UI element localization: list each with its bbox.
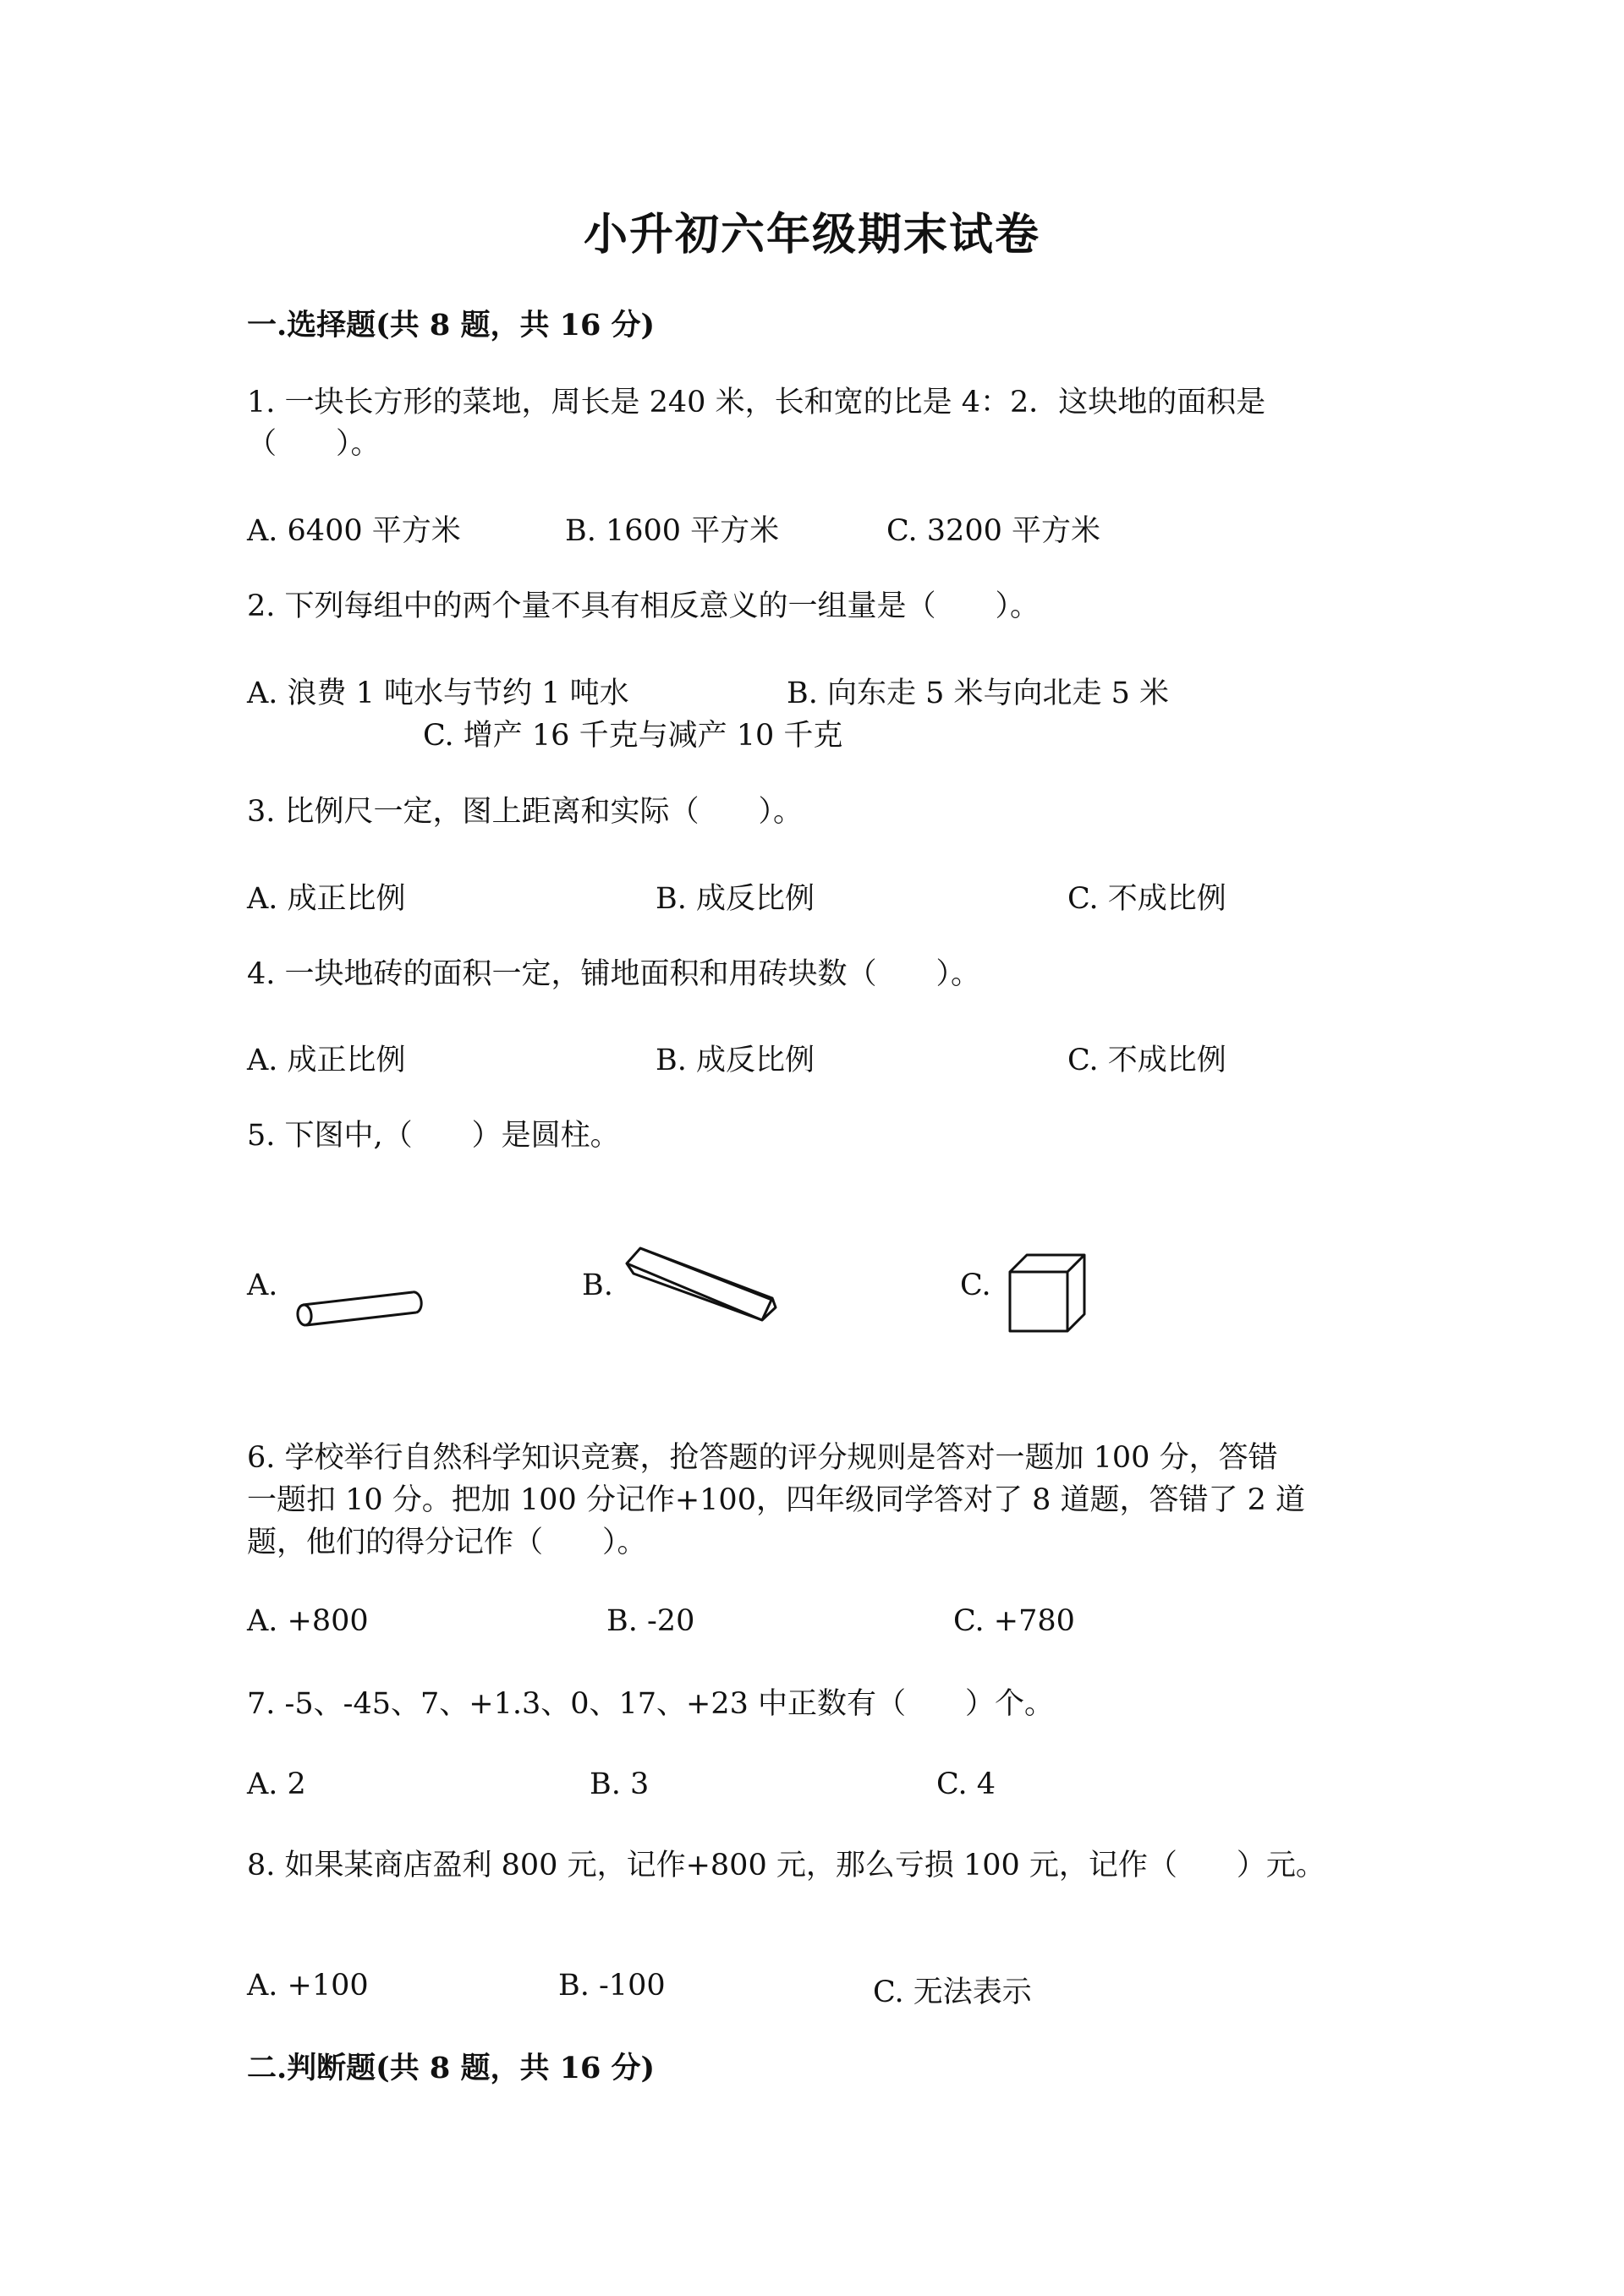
question-3-option-c[interactable]: C. 不成比例: [1067, 882, 1226, 916]
question-2-line-1: 2. 下列每组中的两个量不具有相反意义的一组量是（ ）。: [247, 589, 1040, 623]
question-6-line-2: 一题扣 10 分。把加 100 分记作+100，四年级同学答对了 8 道题，答错了 2 道: [247, 1483, 1306, 1517]
question-7-option-c[interactable]: C. 4: [936, 1767, 996, 1801]
question-4-line-1: 4. 一块地砖的面积一定，铺地面积和用砖块数（ ）。: [247, 957, 981, 991]
question-2-option-b[interactable]: B. 向东走 5 米与向北走 5 米: [787, 677, 1170, 710]
question-6-option-a[interactable]: A. +800: [247, 1604, 369, 1638]
question-8-line-1: 8. 如果某商店盈利 800 元，记作+800 元，那么亏损 100 元，记作（ ）元。: [247, 1849, 1325, 1882]
question-7-line-1: 7. -5、-45、7、+1.3、0、17、+23 中正数有（ ）个。: [247, 1687, 1055, 1721]
question-6-line-3: 题，他们的得分记作（ ）。: [247, 1526, 647, 1559]
triangular-prism-icon: [622, 1241, 782, 1334]
question-3-option-b[interactable]: B. 成反比例: [656, 882, 815, 916]
question-1-line-1: 1. 一块长方形的菜地，周长是 240 米，长和宽的比是 4：2．这块地的面积是: [247, 386, 1266, 419]
question-8-option-c[interactable]: C. 无法表示: [873, 1975, 1032, 2009]
question-4-option-a[interactable]: A. 成正比例: [247, 1044, 406, 1077]
question-6-line-1: 6. 学校举行自然科学知识竞赛，抢答题的评分规则是答对一题加 100 分，答错: [247, 1441, 1278, 1475]
question-5-option-c[interactable]: C.: [960, 1269, 991, 1302]
page-title: 小升初六年级期末试卷: [583, 209, 1040, 260]
question-6-option-c[interactable]: C. +780: [953, 1604, 1075, 1638]
question-5-option-b[interactable]: B.: [582, 1269, 613, 1302]
question-3-line-1: 3. 比例尺一定，图上距离和实际（ ）。: [247, 795, 804, 829]
cube-icon: [1005, 1250, 1089, 1334]
question-1-option-b[interactable]: B. 1600 平方米: [565, 514, 780, 548]
question-4-option-c[interactable]: C. 不成比例: [1067, 1044, 1226, 1077]
question-5-option-a[interactable]: A.: [247, 1269, 278, 1302]
question-8-option-b[interactable]: B. -100: [558, 1969, 666, 2003]
section-heading-judgement: 二.判断题(共 8 题，共 16 分): [247, 2051, 656, 2085]
question-2-option-c[interactable]: C. 增产 16 千克与减产 10 千克: [423, 719, 843, 753]
question-1-line-2: （ ）。: [247, 427, 381, 461]
question-3-option-a[interactable]: A. 成正比例: [247, 882, 406, 916]
section-heading-choice: 一.选择题(共 8 题，共 16 分): [247, 308, 656, 342]
cylinder-icon: [292, 1285, 427, 1336]
question-1-option-c[interactable]: C. 3200 平方米: [886, 514, 1100, 548]
question-2-option-a[interactable]: A. 浪费 1 吨水与节约 1 吨水: [247, 677, 629, 710]
question-7-option-b[interactable]: B. 3: [590, 1767, 650, 1801]
question-1-option-a[interactable]: A. 6400 平方米: [247, 514, 461, 548]
question-6-option-b[interactable]: B. -20: [606, 1604, 695, 1638]
question-4-option-b[interactable]: B. 成反比例: [656, 1044, 815, 1077]
question-7-option-a[interactable]: A. 2: [247, 1767, 306, 1801]
question-5-line-1: 5. 下图中,（ ）是圆柱。: [247, 1119, 620, 1153]
question-8-option-a[interactable]: A. +100: [247, 1969, 369, 2003]
